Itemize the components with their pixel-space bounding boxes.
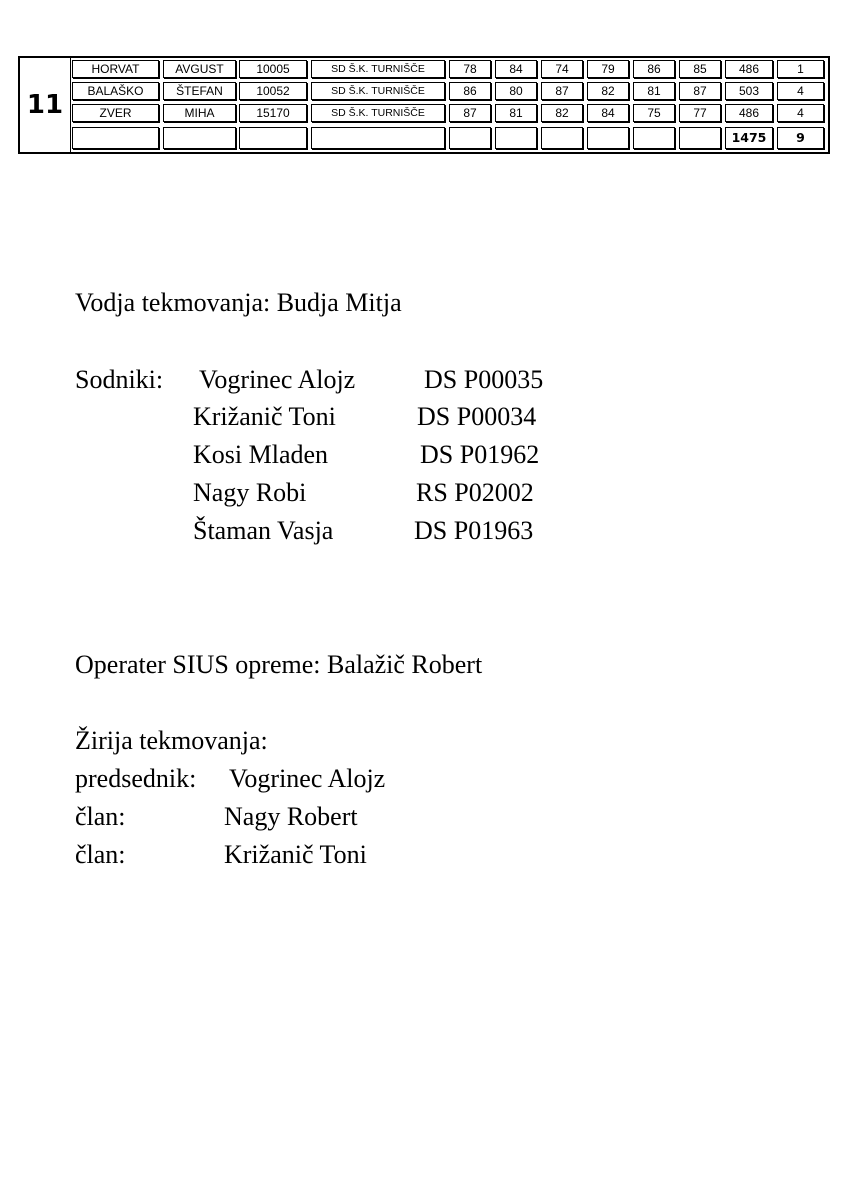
series-1-cell: 87 xyxy=(449,104,491,122)
series-2-cell: 81 xyxy=(495,104,537,122)
series-6-cell: 85 xyxy=(679,60,721,78)
empty-cell xyxy=(541,127,583,149)
judge-licence: DS P00035 xyxy=(424,365,544,394)
series-4-cell: 84 xyxy=(587,104,629,122)
inner-tens-cell: 4 xyxy=(777,104,824,122)
surname-cell: HORVAT xyxy=(72,60,159,78)
total-cell: 486 xyxy=(725,104,773,122)
series-3-cell: 74 xyxy=(541,60,583,78)
empty-cell xyxy=(495,127,537,149)
series-6-cell: 87 xyxy=(679,82,721,100)
empty-cell xyxy=(311,127,445,149)
series-2-cell: 80 xyxy=(495,82,537,100)
licence-cell: 10052 xyxy=(239,82,307,100)
club-cell: SD Š.K. TURNIŠČE xyxy=(311,60,445,78)
licence-cell: 15170 xyxy=(239,104,307,122)
jury-role: predsednik: xyxy=(75,764,197,793)
judge-name: Križanič Toni xyxy=(193,402,336,431)
jury-name: Križanič Toni xyxy=(224,840,367,869)
team-inner-tens-cell: 9 xyxy=(777,127,824,149)
surname-cell: BALAŠKO xyxy=(72,82,159,100)
empty-cell xyxy=(72,127,159,149)
team-rank: 11 xyxy=(20,58,71,152)
series-5-cell: 75 xyxy=(633,104,675,122)
equipment-operator: Operater SIUS opreme: Balažič Robert xyxy=(75,650,483,679)
judge-licence: DS P00034 xyxy=(417,402,537,431)
name-cell: MIHA xyxy=(163,104,236,122)
name-cell: AVGUST xyxy=(163,60,236,78)
series-5-cell: 86 xyxy=(633,60,675,78)
jury-name: Vogrinec Alojz xyxy=(229,764,386,793)
series-3-cell: 82 xyxy=(541,104,583,122)
series-1-cell: 78 xyxy=(449,60,491,78)
series-6-cell: 77 xyxy=(679,104,721,122)
empty-cell xyxy=(239,127,307,149)
series-2-cell: 84 xyxy=(495,60,537,78)
series-5-cell: 81 xyxy=(633,82,675,100)
judge-licence: DS P01963 xyxy=(414,516,534,545)
competition-leader: Vodja tekmovanja: Budja Mitja xyxy=(75,288,402,317)
judge-name: Vogrinec Alojz xyxy=(199,365,356,394)
licence-cell: 10005 xyxy=(239,60,307,78)
empty-cell xyxy=(587,127,629,149)
empty-cell xyxy=(679,127,721,149)
club-cell: SD Š.K. TURNIŠČE xyxy=(311,104,445,122)
jury-name: Nagy Robert xyxy=(224,802,358,831)
name-cell: ŠTEFAN xyxy=(163,82,236,100)
judges-label: Sodniki: xyxy=(75,365,164,394)
empty-cell xyxy=(163,127,236,149)
jury-role: član: xyxy=(75,840,126,869)
series-3-cell: 87 xyxy=(541,82,583,100)
series-4-cell: 79 xyxy=(587,60,629,78)
judge-name: Štaman Vasja xyxy=(193,516,334,545)
empty-cell xyxy=(633,127,675,149)
series-4-cell: 82 xyxy=(587,82,629,100)
judge-licence: DS P01962 xyxy=(420,440,540,469)
jury-title: Žirija tekmovanja: xyxy=(75,726,268,755)
judge-name: Kosi Mladen xyxy=(193,440,329,469)
inner-tens-cell: 1 xyxy=(777,60,824,78)
total-cell: 503 xyxy=(725,82,773,100)
empty-cell xyxy=(449,127,491,149)
judge-name: Nagy Robi xyxy=(193,478,307,507)
jury-role: član: xyxy=(75,802,126,831)
series-1-cell: 86 xyxy=(449,82,491,100)
club-cell: SD Š.K. TURNIŠČE xyxy=(311,82,445,100)
inner-tens-cell: 4 xyxy=(777,82,824,100)
surname-cell: ZVER xyxy=(72,104,159,122)
judge-licence: RS P02002 xyxy=(416,478,534,507)
total-cell: 486 xyxy=(725,60,773,78)
team-total-cell: 1475 xyxy=(725,127,773,149)
results-table xyxy=(18,56,830,154)
